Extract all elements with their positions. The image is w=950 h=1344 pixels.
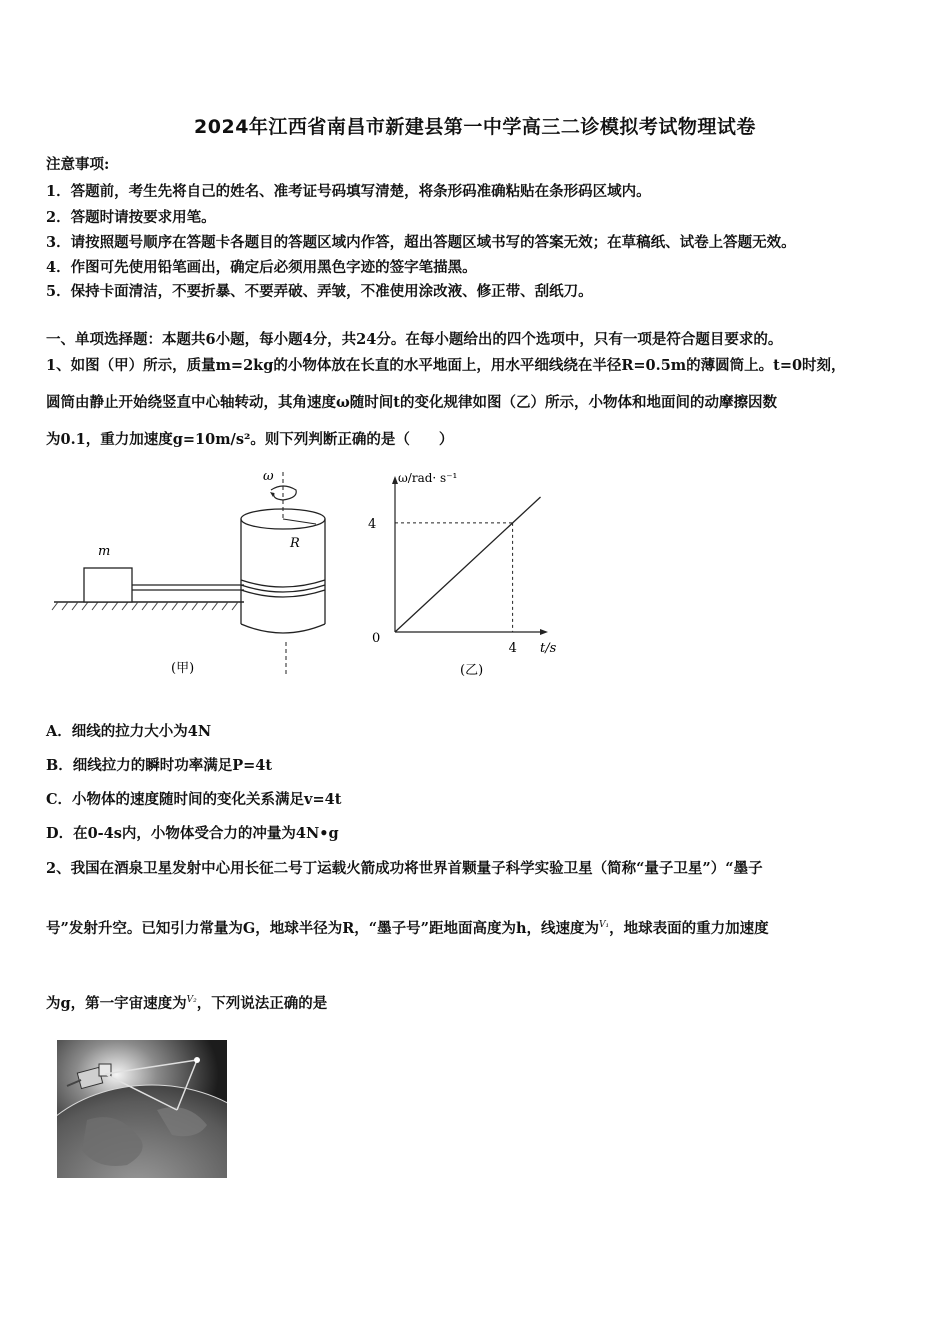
x-axis-arrow-icon xyxy=(540,629,548,635)
mass-label: m xyxy=(98,544,111,559)
notice-item-4: 4．作图可先使用铅笔画出，确定后必须用黑色字迹的签字笔描黑。 xyxy=(46,259,477,276)
q1-option-d[interactable]: D．在0-4s内，小物体受合力的冲量为4N•g xyxy=(46,825,339,842)
q1-line-3: 为0.1，重力加速度g=10m/s²。则下列判断正确的是（ ） xyxy=(46,431,454,448)
q2-line-2-part-b: ，地球表面的重力加速度 xyxy=(609,920,769,937)
q1-option-b[interactable]: B．细线拉力的瞬时功率满足P=4t xyxy=(46,757,273,774)
q2-line-3-part-a: 为g，第一宇宙速度为 xyxy=(46,995,187,1012)
q2-line-2 xyxy=(46,917,769,938)
v1-symbol: V₁ xyxy=(599,920,610,931)
q2-line-3 xyxy=(46,992,327,1013)
radius-label: R xyxy=(290,536,300,551)
figure-yi-chart xyxy=(360,462,580,682)
notice-item-1: 1．答题前，考生先将自己的姓名、准考证号码填写清楚，将条形码准确粘贴在条形码区域内。 xyxy=(46,183,651,200)
omega-label: ω xyxy=(263,469,274,484)
q2-line-1: 2、我国在酒泉卫星发射中心用长征二号丁运载火箭成功将世界首颗量子科学实验卫星（简称“量子卫星”）“墨子 xyxy=(46,860,763,877)
figure-jia xyxy=(46,462,356,682)
caption-jia: (甲) xyxy=(171,661,195,676)
origin-label: 0 xyxy=(372,631,381,646)
ground-hatching xyxy=(52,602,238,610)
caption-yi: (乙) xyxy=(460,663,484,678)
page-title: 2024年江西省南昌市新建县第一中学高三二诊模拟考试物理试卷 xyxy=(194,116,756,138)
notice-item-2: 2．答题时请按要求用笔。 xyxy=(46,209,216,226)
x-axis-label: t/s xyxy=(540,641,557,656)
v2-symbol: V₂ xyxy=(186,995,197,1006)
y-axis-label: ω/rad· s⁻¹ xyxy=(398,471,458,485)
radius-line xyxy=(283,519,316,524)
x-tick-label: 4 xyxy=(508,641,517,656)
y-tick-label: 4 xyxy=(368,516,377,532)
section-heading: 一、单项选择题：本题共6小题，每小题4分，共24分。在每小题给出的四个选项中，只有一项是符合题目要求的。 xyxy=(46,331,783,348)
notice-heading: 注意事项: xyxy=(46,156,110,173)
notice-item-5: 5．保持卡面清洁，不要折暴、不要弄破、弄皱，不准使用涂改液、修正带、刮纸刀。 xyxy=(46,283,593,300)
q1-option-a[interactable]: A．细线的拉力大小为4N xyxy=(46,723,212,740)
cylinder xyxy=(241,509,325,633)
q1-line-1: 1、如图（甲）所示，质量m=2kg的小物体放在长直的水平地面上，用水平细线绕在半径R=0.5m的薄圆筒上。t=0时刻， xyxy=(46,357,846,374)
rotation-arrow-icon xyxy=(271,486,296,500)
notice-item-3: 3．请按照题号顺序在答题卡各题目的答题区域内作答，超出答题区域书写的答案无效；在草稿纸、试卷上答题无效。 xyxy=(46,234,796,251)
omega-t-line xyxy=(395,497,541,632)
satellite-photo xyxy=(57,1040,227,1178)
q2-line-3-part-b: ，下列说法正确的是 xyxy=(196,995,328,1012)
q1-line-2: 圆筒由静止开始绕竖直中心轴转动，其角速度ω随时间t的变化规律如图（乙）所示，小物体和地面间的动摩擦因数 xyxy=(46,394,777,411)
q1-option-c[interactable]: C．小物体的速度随时间的变化关系满足v=4t xyxy=(46,791,342,808)
block-m xyxy=(84,568,132,602)
q2-line-2-part-a: 号”发射升空。已知引力常量为G，地球半径为R，“墨子号”距地面高度为h，线速度为 xyxy=(46,920,599,937)
